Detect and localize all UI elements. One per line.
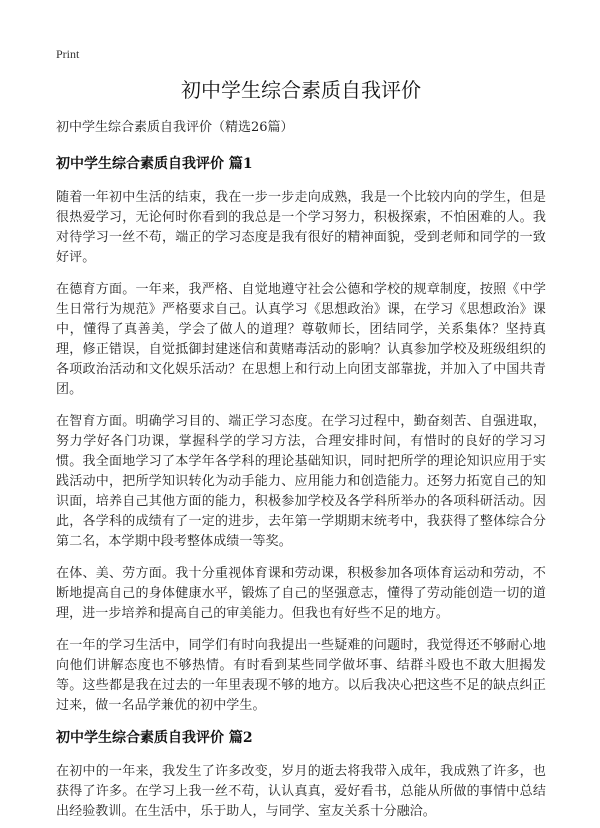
- print-link[interactable]: Print: [56, 47, 80, 61]
- page-title: 初中学生综合素质自我评价: [181, 78, 421, 102]
- subtitle: 初中学生综合素质自我评价（精选26篇）: [56, 120, 294, 135]
- paragraph: 在德育方面。一年来，我严格、自觉地遵守社会公德和学校的规章制度，按照《中学生日常行为规范》严格要求自己。认真学习《思想政治》课，在学习《思想政治》课中，懂得了真善美，学会了做人的道理？尊敬师长，团结同学，关系集体？坚持真理，修正错误，自觉抵御封建迷信和黄赌毒活动的影响？认真参加学校及班级组织的各项政治活动和文化娱乐活动？在思想上和行动上向团支部靠拢，并加入了中国共青团。: [56, 282, 546, 397]
- paragraph: 在初中的一年来，我发生了许多改变，岁月的逝去将我带入成年，我成熟了许多，也获得了许多。在学习上我一丝不苟，认认真真，爱好看书，总能从所做的事情中总结出经验教训。在生活中，乐于助人，与同学、室友关系十分融洽。: [56, 764, 546, 819]
- paragraph: 在一年的学习生活中，同学们有时向我提出一些疑难的问题时，我觉得还不够耐心地向他们讲解态度也不够热情。有时看到某些同学做坏事、结群斗殴也不敢大胆揭发等。这些都是我在过去的一年里表现不够的地方。以后我决心把这些不足的缺点纠正过来，做一名品学兼优的初中学生。: [56, 638, 546, 713]
- paragraph: 在体、美、劳方面。我十分重视体育课和劳动课，积极参加各项体育运动和劳动，不断地提高自己的身体健康水平，锻炼了自己的坚强意志，懂得了劳动能创造一切的道理，进一步培养和提高自己的审美能力。但我也有好些不足的地方。: [56, 566, 546, 621]
- section-heading: 初中学生综合素质自我评价 篇2: [56, 730, 253, 746]
- section-2: [56, 728, 546, 822]
- section-heading: 初中学生综合素质自我评价 篇1: [56, 156, 253, 172]
- section-1: [56, 154, 546, 716]
- paragraph: 随着一年初中生活的结束，我在一步一步走向成熟，我是一个比较内向的学生，但是很热爱学习，无论何时你看到的我总是一个学习努力，积极探索，不怕困难的人。我对待学习一丝不苟，端正的学习态度是我有很好的精神面貌，受到老师和同学的一致好评。: [56, 190, 546, 265]
- paragraph: 在智育方面。明确学习目的、端正学习态度。在学习过程中，勤奋刻苦、自强进取，努力学好各门功课，掌握科学的学习方法，合理安排时间，有惜时的良好的学习习惯。我全面地学习了本学年各学科的理论基础知识，同时把所学的理论知识应用于实践活动中，把所学知识转化为动手能力、应用能力和创造能力。还努力拓宽自己的知识面，培养自己其他方面的能力，积极参加学校及各学科所举办的各项科研活动。因此，各学科的成绩有了一定的进步，去年第一学期期末统考中，我获得了整体综合分第二名，本学期中段考整体成绩一等奖。: [56, 414, 546, 549]
